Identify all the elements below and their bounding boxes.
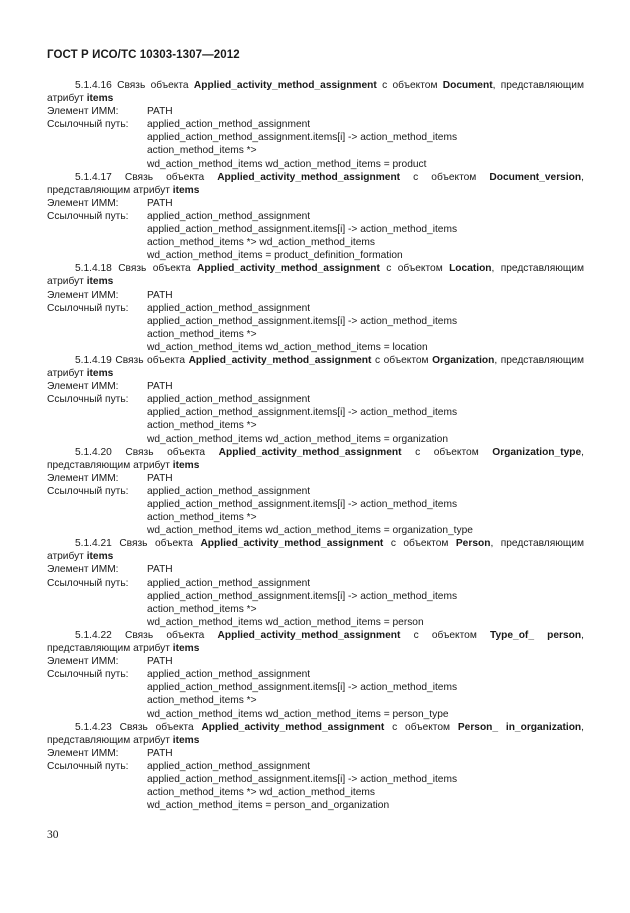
- label-spacer: [47, 694, 147, 707]
- path-line: wd_action_method_items wd_action_method_items = person_type: [147, 708, 449, 720]
- reference-path-label: Ссылочный путь:: [47, 210, 129, 222]
- section-number: 5.1.4.23: [75, 721, 112, 733]
- attribute-name: items: [86, 368, 114, 380]
- path-line: wd_action_method_items wd_action_method_items = person: [147, 616, 424, 628]
- path-line: wd_action_method_items = person_and_organization: [147, 800, 390, 812]
- attribute-name: items: [172, 184, 200, 196]
- heading-text: Связь объекта: [117, 80, 189, 91]
- label-spacer: [47, 616, 147, 629]
- heading-text: с объектом: [415, 446, 479, 458]
- attribute-name: items: [172, 459, 200, 471]
- label-spacer: [47, 498, 147, 511]
- target-entity-name: Person_ in_organization: [457, 721, 582, 733]
- heading-text: с объектом: [413, 171, 477, 183]
- target-entity-name: Organization: [432, 354, 495, 366]
- path-row: [47, 786, 584, 799]
- path-line: applied_action_method_assignment: [147, 210, 311, 222]
- heading-text: Связь объекта: [118, 263, 191, 275]
- path-line: action_method_items *>: [147, 328, 257, 340]
- element-row: [47, 289, 584, 302]
- path-row: [47, 590, 584, 603]
- path-line: wd_action_method_items wd_action_method_items = product: [147, 158, 427, 170]
- path-line: applied_action_method_assignment: [147, 302, 311, 314]
- target-entity-name: Document_version: [489, 171, 582, 183]
- label-spacer: [47, 511, 147, 524]
- path-line: wd_action_method_items = product_definition_formation: [147, 250, 403, 262]
- entity-name: Applied_activity_method_assignment: [197, 263, 380, 275]
- label-spacer: [47, 406, 147, 419]
- section-number: 5.1.4.20: [75, 446, 112, 458]
- attribute-name: items: [172, 643, 200, 655]
- path-row: [47, 511, 584, 524]
- path-row: [47, 158, 584, 171]
- section-heading: [47, 537, 584, 563]
- path-row: [47, 210, 584, 223]
- heading-text: , представляющим атрибут: [47, 538, 584, 563]
- entity-name: Applied_activity_method_assignment: [200, 538, 384, 550]
- path-line: applied_action_method_assignment.items[i] -> action_method_items: [147, 773, 458, 785]
- label-spacer: [47, 786, 147, 799]
- target-entity-name: Document: [442, 80, 493, 91]
- path-row: [47, 799, 584, 812]
- section-number: 5.1.4.22: [75, 629, 112, 641]
- path-row: [47, 603, 584, 616]
- entity-name: Applied_activity_method_assignment: [201, 721, 385, 733]
- label-spacer: [47, 773, 147, 786]
- entity-name: Applied_activity_method_assignment: [217, 171, 401, 183]
- heading-text: с объектом: [382, 80, 438, 91]
- label-spacer: [47, 603, 147, 616]
- heading-text: Связь объекта: [124, 171, 205, 183]
- heading-text: , представляющим атрибут: [47, 446, 584, 471]
- path-row: [47, 668, 584, 681]
- path-row: [47, 760, 584, 773]
- label-spacer: [47, 249, 147, 262]
- path-line: applied_action_method_assignment: [147, 485, 311, 497]
- element-value: PATH: [147, 472, 173, 484]
- element-label: Элемент ИММ:: [47, 106, 119, 118]
- entity-name: Applied_activity_method_assignment: [217, 629, 401, 641]
- path-line: applied_action_method_assignment: [147, 760, 311, 772]
- path-row: [47, 524, 584, 537]
- element-row: [47, 105, 584, 118]
- label-spacer: [47, 708, 147, 721]
- section-heading: [47, 171, 584, 197]
- label-spacer: [47, 223, 147, 236]
- path-row: [47, 419, 584, 432]
- element-label: Элемент ИММ:: [47, 564, 119, 576]
- section-heading: [47, 79, 584, 105]
- section-heading: [47, 721, 584, 747]
- element-row: [47, 655, 584, 668]
- element-value: PATH: [147, 564, 173, 576]
- element-value: PATH: [147, 747, 173, 759]
- element-label: Элемент ИММ:: [47, 197, 119, 209]
- path-line: applied_action_method_assignment: [147, 119, 311, 131]
- label-spacer: [47, 315, 147, 328]
- path-row: [47, 144, 584, 157]
- path-line: action_method_items *>: [147, 603, 257, 615]
- document-body: [47, 79, 584, 812]
- path-line: action_method_items *>: [147, 695, 257, 707]
- element-value: PATH: [147, 106, 173, 118]
- target-entity-name: Type_of_ person: [490, 629, 582, 641]
- label-spacer: [47, 433, 147, 446]
- attribute-name: items: [86, 93, 114, 105]
- section-number: 5.1.4.16: [75, 80, 112, 91]
- attribute-name: items: [86, 276, 114, 288]
- heading-text: с объектом: [390, 538, 449, 550]
- heading-text: с объектом: [374, 354, 429, 366]
- section-number: 5.1.4.21: [75, 538, 112, 550]
- element-label: Элемент ИММ:: [47, 381, 119, 393]
- path-row: [47, 498, 584, 511]
- path-row: [47, 131, 584, 144]
- element-value: PATH: [147, 381, 173, 393]
- path-row: [47, 406, 584, 419]
- heading-text: Связь объекта: [115, 354, 186, 366]
- path-line: applied_action_method_assignment.items[i] -> action_method_items: [147, 132, 458, 144]
- path-row: [47, 616, 584, 629]
- label-spacer: [47, 236, 147, 249]
- entity-name: Applied_activity_method_assignment: [193, 80, 377, 91]
- path-row: [47, 249, 584, 262]
- label-spacer: [47, 419, 147, 432]
- path-line: wd_action_method_items wd_action_method_items = organization_type: [147, 525, 473, 537]
- path-row: [47, 118, 584, 131]
- heading-text: с объектом: [413, 629, 477, 641]
- path-line: wd_action_method_items wd_action_method_items = location: [147, 341, 428, 353]
- path-row: [47, 302, 584, 315]
- section-heading: [47, 629, 584, 655]
- path-line: action_method_items *> wd_action_method_items: [147, 787, 375, 799]
- path-line: action_method_items *> wd_action_method_items: [147, 237, 375, 249]
- path-line: applied_action_method_assignment.items[i] -> action_method_items: [147, 407, 458, 419]
- label-spacer: [47, 144, 147, 157]
- heading-text: с объектом: [386, 263, 443, 275]
- path-line: applied_action_method_assignment.items[i] -> action_method_items: [147, 315, 458, 327]
- heading-text: , представляющим атрибут: [47, 171, 584, 196]
- reference-path-label: Ссылочный путь:: [47, 302, 129, 314]
- heading-text: , представляющим атрибут: [47, 354, 584, 380]
- heading-text: с объектом: [392, 721, 451, 733]
- page-number: 30: [47, 829, 59, 841]
- path-line: applied_action_method_assignment.items[i] -> action_method_items: [147, 590, 458, 602]
- element-row: [47, 380, 584, 393]
- path-row: [47, 681, 584, 694]
- heading-text: , представляющим атрибут: [47, 721, 584, 746]
- path-line: action_method_items *>: [147, 420, 257, 432]
- mapping-section: [47, 79, 584, 171]
- element-label: Элемент ИММ:: [47, 747, 119, 759]
- path-row: [47, 485, 584, 498]
- path-line: applied_action_method_assignment.items[i] -> action_method_items: [147, 499, 458, 510]
- section-number: 5.1.4.18: [75, 263, 112, 275]
- path-line: applied_action_method_assignment: [147, 394, 311, 406]
- path-line: applied_action_method_assignment: [147, 577, 311, 589]
- path-row: [47, 393, 584, 406]
- heading-text: , представляющим атрибут: [47, 263, 584, 288]
- element-value: PATH: [147, 197, 173, 209]
- reference-path-label: Ссылочный путь:: [47, 577, 129, 589]
- path-row: [47, 694, 584, 707]
- reference-path-label: Ссылочный путь:: [47, 394, 129, 406]
- element-label: Элемент ИММ:: [47, 656, 119, 668]
- element-row: [47, 472, 584, 485]
- path-line: applied_action_method_assignment.items[i] -> action_method_items: [147, 224, 458, 236]
- element-row: [47, 747, 584, 760]
- path-row: [47, 773, 584, 786]
- label-spacer: [47, 328, 147, 341]
- reference-path-label: Ссылочный путь:: [47, 669, 129, 681]
- path-row: [47, 236, 584, 249]
- heading-text: Связь объекта: [119, 538, 193, 550]
- path-row: [47, 223, 584, 236]
- path-row: [47, 577, 584, 590]
- path-line: wd_action_method_items wd_action_method_items = organization: [147, 433, 448, 445]
- heading-text: , представляющим атрибут: [47, 80, 584, 105]
- entity-name: Applied_activity_method_assignment: [188, 354, 372, 366]
- label-spacer: [47, 158, 147, 171]
- element-value: PATH: [147, 656, 173, 668]
- document-header: ГОСТ Р ИСО/ТС 10303-1307—2012: [47, 49, 240, 61]
- reference-path-label: Ссылочный путь:: [47, 760, 129, 772]
- path-row: [47, 433, 584, 446]
- label-spacer: [47, 681, 147, 694]
- target-entity-name: Person: [455, 538, 491, 550]
- mapping-section: [47, 446, 584, 538]
- label-spacer: [47, 590, 147, 603]
- heading-text: Связь объекта: [119, 721, 194, 733]
- label-spacer: [47, 524, 147, 537]
- reference-path-label: Ссылочный путь:: [47, 485, 129, 497]
- section-heading: [47, 354, 584, 380]
- mapping-section: [47, 171, 584, 263]
- heading-text: , представляющим атрибут: [47, 629, 584, 655]
- target-entity-name: Organization_type: [492, 446, 582, 458]
- path-row: [47, 341, 584, 354]
- label-spacer: [47, 341, 147, 354]
- mapping-section: [47, 629, 584, 721]
- mapping-section: [47, 354, 584, 446]
- path-line: applied_action_method_assignment.items[i] -> action_method_items: [147, 682, 458, 694]
- mapping-section: [47, 721, 584, 813]
- section-number: 5.1.4.17: [75, 171, 112, 183]
- reference-path-label: Ссылочный путь:: [47, 119, 129, 131]
- section-number: 5.1.4.19: [75, 354, 112, 366]
- path-line: applied_action_method_assignment: [147, 669, 311, 681]
- mapping-section: [47, 537, 584, 629]
- element-value: PATH: [147, 289, 173, 301]
- heading-text: Связь объекта: [125, 446, 206, 458]
- attribute-name: items: [86, 551, 114, 563]
- path-line: action_method_items *>: [147, 145, 257, 157]
- target-entity-name: Location: [449, 263, 492, 275]
- section-heading: [47, 446, 584, 472]
- path-row: [47, 328, 584, 341]
- heading-text: Связь объекта: [125, 629, 205, 641]
- element-row: [47, 563, 584, 576]
- attribute-name: items: [172, 734, 200, 746]
- element-label: Элемент ИММ:: [47, 472, 119, 484]
- element-label: Элемент ИММ:: [47, 289, 119, 301]
- path-row: [47, 708, 584, 721]
- entity-name: Applied_activity_method_assignment: [218, 446, 402, 458]
- section-heading: [47, 262, 584, 288]
- path-line: action_method_items *>: [147, 512, 257, 524]
- label-spacer: [47, 131, 147, 144]
- label-spacer: [47, 799, 147, 812]
- path-row: [47, 315, 584, 328]
- mapping-section: [47, 262, 584, 354]
- element-row: [47, 197, 584, 210]
